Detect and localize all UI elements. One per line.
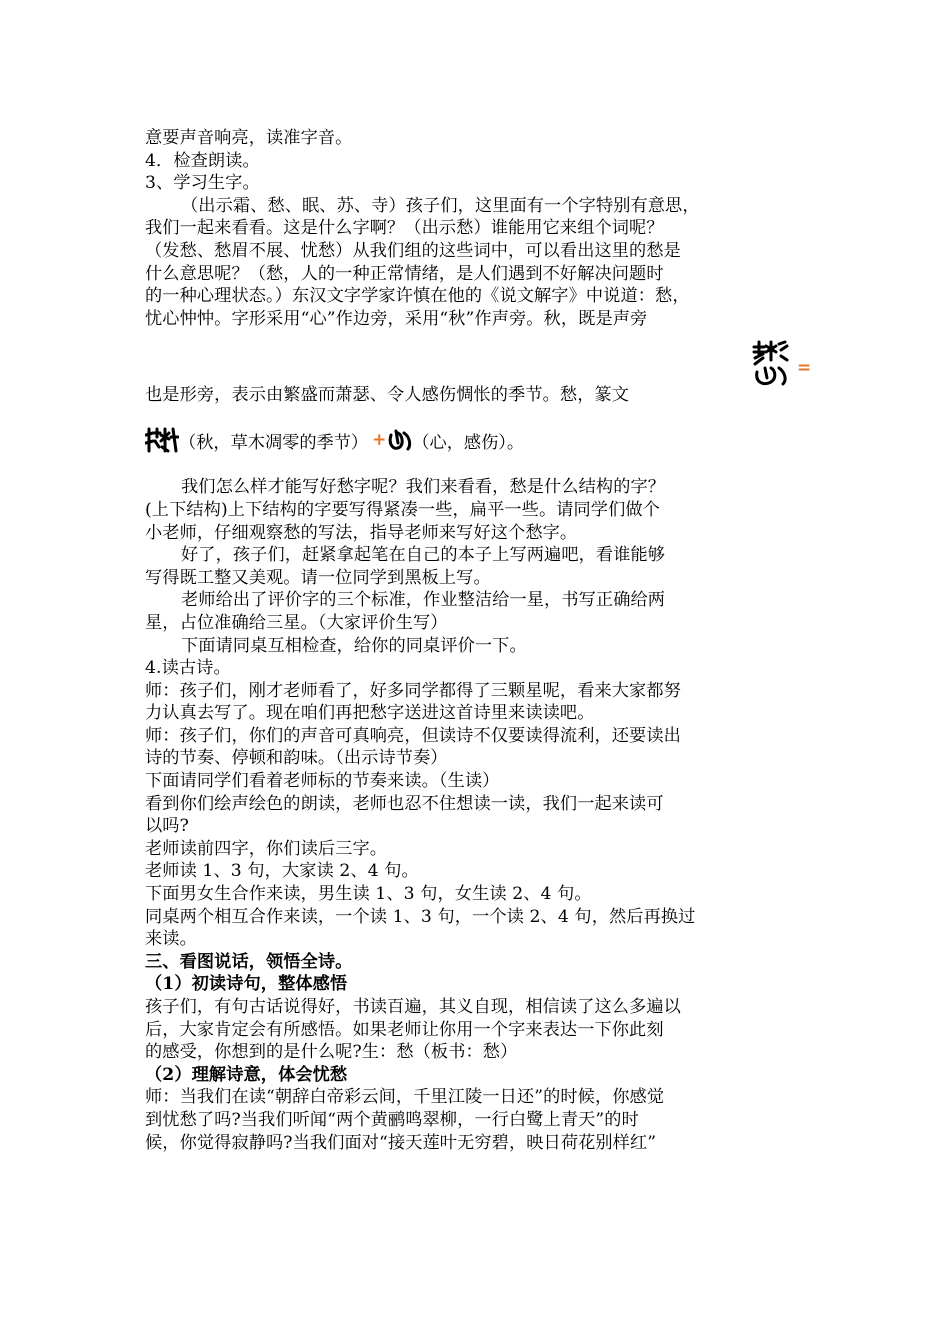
text-line: 也是形旁，表示由繁盛而萧瑟、令人感伤惆怅的季节。愁，篆文 (145, 384, 630, 405)
text-line: 后，大家肯定会有所感悟。如果老师让你用一个字来表达一下你此刻 (145, 1019, 664, 1040)
seal-line (145, 330, 810, 414)
text-line: 看到你们绘声绘色的朗读，老师也忍不住想读一读，我们一起来读可 (145, 793, 664, 814)
text-line: 下面请同学们看着老师标的节奏来读。（生读） (145, 771, 500, 792)
text-line: 星，占位准确给三星。（大家评价生写） (145, 612, 448, 633)
subsection-heading: （1）初读诗句，整体感悟 (145, 974, 348, 995)
text-line: 老师读前四字，你们读后三字。 (145, 838, 388, 859)
text-line: 我们一起来看看。这是什么字啊？（出示愁）谁能用它来组个词呢？ (145, 218, 664, 239)
text-line: 的一种心理状态。）东汉文字学家许慎在他的《说文解字》中说道：愁， (145, 286, 690, 307)
text-line: 小老师，仔细观察愁的写法，指导老师来写好这个愁字。 (145, 522, 578, 543)
text-line: 4．检查朗读。 (145, 150, 260, 171)
text-line: 师：当我们在读“朝辞白帝彩云间，千里江陵一日还”的时候，你感觉 (145, 1087, 665, 1108)
seal-chou-icon (751, 338, 791, 390)
text-line: （秋，草木凋零的季节） (179, 432, 369, 453)
text-line: 老师给出了评价字的三个标准，作业整洁给一星，书写正确给两 (181, 590, 666, 611)
text-line: 的感受，你想到的是什么呢?生：愁（板书：愁） (145, 1042, 518, 1063)
text-line: 同桌两个相互合作来读，一个读 1、3 句，一个读 2、4 句，然后再换过 (145, 906, 696, 927)
text-line: 什么意思呢？（愁，人的一种正常情绪，是人们遇到不好解决问题时 (145, 263, 664, 284)
equals-sign: = (797, 358, 812, 379)
text-line: 老师读 1、3 句，大家读 2、4 句。 (145, 861, 419, 882)
section-heading: 4.读古诗。 (145, 658, 231, 679)
text-line: 以吗? (145, 816, 189, 837)
text-line: 意要声音响亮，读准字音。 (145, 128, 353, 148)
text-line: 师：孩子们，刚才老师看了，好多同学都得了三颗星呢，看来大家都努 (145, 680, 681, 701)
text-line: 到忧愁了吗?当我们听闻“两个黄鹂鸣翠柳，一行白鹭上青天”的时 (145, 1109, 639, 1130)
text-line: 好了，孩子们，赶紧拿起笔在自己的本子上写两遍吧，看谁能够 (181, 545, 666, 566)
text-line: 下面男女生合作来读，男生读 1、3 句，女生读 2、4 句。 (145, 884, 592, 905)
subsection-heading: （2）理解诗意，体会忧愁 (145, 1064, 348, 1085)
text-line: （心，感伤）。 (412, 432, 525, 453)
text-line: 我们怎么样才能写好愁字呢？我们来看看，愁是什么结构的字？ (181, 477, 666, 498)
plus-sign: + (372, 430, 387, 451)
text-line: 诗的节奏、停顿和韵味。（出示诗节奏） (145, 748, 448, 769)
section-heading: 三、看图说话，领悟全诗。 (145, 951, 353, 972)
text-line: 3、学习生字。 (145, 173, 260, 194)
text-line: 忧心忡忡。字形采用“心”作边旁，采用“秋”作声旁。秋，既是声旁 (145, 308, 648, 329)
text-line: 力认真去写了。现在咱们再把愁字送进这首诗里来读读吧。 (145, 703, 595, 724)
seal-xin-icon (386, 427, 412, 453)
text-line: (上下结构)上下结构的字要写得紧凑一些，扁平一些。请同学们做个 (145, 499, 660, 520)
text-line: 孩子们，有句古话说得好，书读百遍，其义自现，相信读了这么多遍以 (145, 997, 681, 1017)
text-line: 下面请同桌互相检查，给你的同桌评价一下。 (181, 635, 527, 656)
text-line: 写得既工整又美观。请一位同学到黑板上写。 (145, 567, 491, 588)
text-line: 师：孩子们，你们的声音可真响亮，但读诗不仅要读得流利，还要读出 (145, 725, 681, 746)
seal-qiu-icon (145, 425, 179, 455)
text-line: （发愁、愁眉不展、忧愁）从我们组的这些词中，可以看出这里的愁是 (145, 240, 681, 261)
seal-line-2 (145, 416, 810, 464)
text-line: 候，你觉得寂静吗?当我们面对“接天莲叶无穷碧，映日荷花别样红” (145, 1132, 657, 1153)
document-page (145, 127, 810, 1154)
text-line: （出示霜、愁、眠、苏、寺）孩子们，这里面有一个字特别有意思， (181, 195, 700, 216)
text-line: 来读。 (145, 929, 197, 950)
